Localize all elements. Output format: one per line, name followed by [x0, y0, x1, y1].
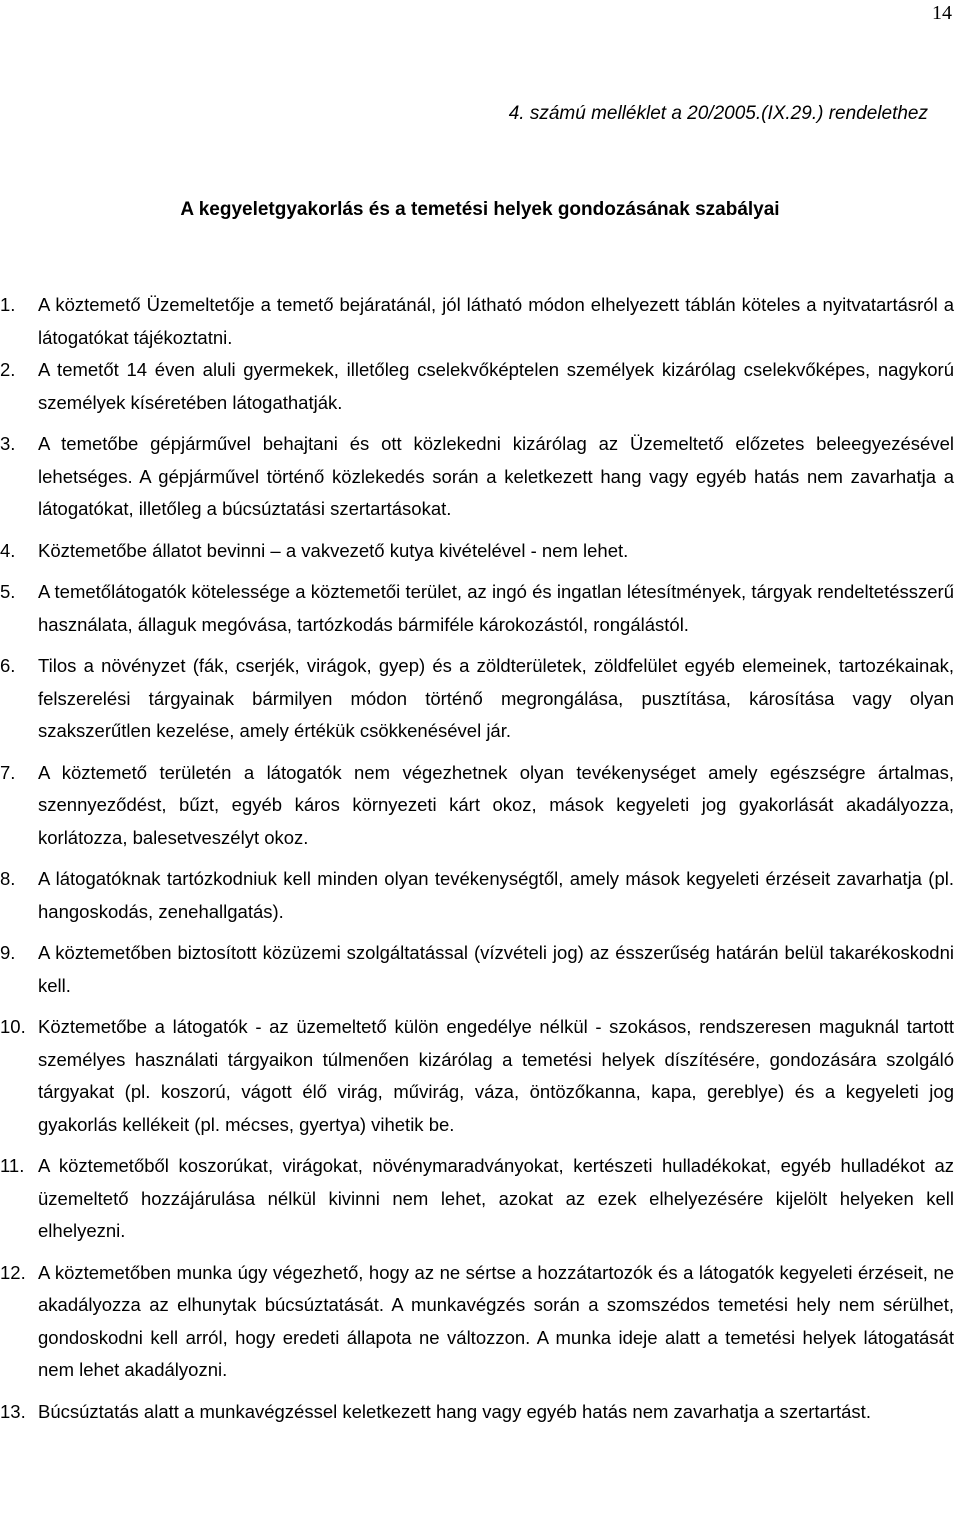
rule-number: 9. — [0, 942, 16, 963]
rule-item — [0, 428, 960, 526]
rule-item — [0, 535, 960, 568]
rule-item — [0, 1257, 960, 1387]
rule-text: Köztemetőbe állatot bevinni – a vakvezető kutya kivételével - nem lehet. — [38, 539, 629, 561]
rule-text: A temetőlátogatók kötelessége a köztemetői terület, az ingó és ingatlan létesítmények, tárgyak rendeltetésszerű használata, állaguk megóvása, tartózkodás bármiféle károkozástól, rongálástól. — [38, 581, 954, 635]
rule-text: A látogatóknak tartózkodniuk kell minden olyan tevékenységtől, amely mások kegyeleti érzéseit zavarhatja (pl. hangoskodás, zenehallgatás). — [38, 868, 954, 922]
rule-text: A temetőt 14 éven aluli gyermekek, illetőleg cselekvőképtelen személyek kizárólag cselekvőképes, nagykorú személyek kíséretében látogathatják. — [38, 359, 954, 413]
rule-number: 3. — [0, 433, 16, 454]
rule-item — [0, 937, 960, 1002]
rule-item — [0, 650, 960, 748]
rule-number: 10. — [0, 1016, 26, 1037]
document-title: A kegyeletgyakorlás és a temetési helyek gondozásának szabályai — [180, 199, 780, 220]
rule-item — [0, 289, 960, 354]
rule-number: 2. — [0, 359, 16, 380]
rule-item — [0, 576, 960, 641]
rule-text: Búcsúztatás alatt a munkavégzéssel keletkezett hang vagy egyéb hatás nem zavarhatja a szertartást. — [38, 1400, 871, 1422]
rule-number: 11. — [0, 1155, 25, 1176]
rule-item — [0, 1396, 960, 1429]
rules-list — [0, 289, 960, 1437]
rule-number: 1. — [0, 294, 16, 315]
rule-text: Köztemetőbe a látogatók - az üzemeltető külön engedélye nélkül - szokásos, rendszeresen maguknál tartott személyes használati tárgyaikon túlmenően kizárólag a temetési helyek díszítésére, gondozására szolgáló tárgyakat (pl. koszorú, vágott élő virág, művirág, váza, öntözőkanna, kapa, gereblye) és a kegyeleti jog gyakorlás kellékeit (pl. mécses, gyertya) vihetik be. — [38, 1016, 954, 1135]
rule-text: A köztemető területén a látogatók nem végezhetnek olyan tevékenységet amely egészségre ártalmas, szennyeződést, bűzt, egyéb káros környezeti kárt okoz, mások kegyeleti jog gyakorlását akadályozza, korlátozza, balesetveszélyt okoz. — [38, 761, 954, 848]
rule-text: A köztemető Üzemeltetője a temető bejáratánál, jól látható módon elhelyezett táblán köteles a nyitvatartásról a látogatókat tájékoztatni. — [38, 294, 954, 348]
rule-number: 7. — [0, 761, 16, 783]
rule-number: 5. — [0, 581, 16, 602]
rule-item — [0, 1150, 960, 1248]
annex-title: 4. számú melléklet a 20/2005.(IX.29.) rendelethez — [508, 103, 928, 124]
rule-item — [0, 354, 960, 419]
rule-number: 4. — [0, 539, 16, 561]
rule-text: Tilos a növényzet (fák, cserjék, virágok, gyep) és a zöldterületek, zöldfelület egyéb elemeinek, tartozékainak, felszerelési tárgyainak bármilyen módon történő megrongálása, pusztítása, károsítása vagy olyan szakszerűtlen kezelése, amely értékük csökkenésével jár. — [38, 655, 954, 741]
rule-number: 8. — [0, 868, 16, 889]
rule-text: A köztemetőből koszorúkat, virágokat, növénymaradványokat, kertészeti hulladékokat, egyéb hulladékot az üzemeltető hozzájárulása nélkül kivinni nem lehet, azokat az ezek elhelyezésére kijelölt helyeken kell elhelyezni. — [38, 1155, 954, 1241]
rule-text: A köztemetőben biztosított közüzemi szolgáltatással (vízvételi jog) az ésszerűség határán belül takarékoskodni kell. — [38, 942, 954, 996]
rule-item — [0, 757, 960, 855]
rule-item — [0, 1011, 960, 1141]
rule-item — [0, 863, 960, 928]
rule-text: A temetőbe gépjárművel behajtani és ott közlekedni kizárólag az Üzemeltető előzetes beleegyezésével lehetséges. A gépjárművel történő közlekedés során a keletkezett hang vagy egyéb hatás nem zavarhatja a látogatókat, illetőleg a búcsúztatási szertartásokat. — [38, 433, 954, 519]
page-number: 14 — [932, 2, 952, 24]
rule-text: A köztemetőben munka úgy végezhető, hogy az ne sértse a hozzátartozók és a látogatók kegyeleti érzéseit, ne akadályozza az elhunytak búcsúztatását. A munkavégzés során a szomszédos temetési hely nem sérülhet, gondoskodni kell arról, hogy eredeti állapota ne változzon. A munka ideje alatt a temetési helyek látogatását nem lehet akadályozni. — [38, 1261, 954, 1380]
rule-number: 6. — [0, 655, 16, 676]
rule-number: 12. — [0, 1261, 26, 1283]
rule-number: 13. — [0, 1400, 26, 1422]
